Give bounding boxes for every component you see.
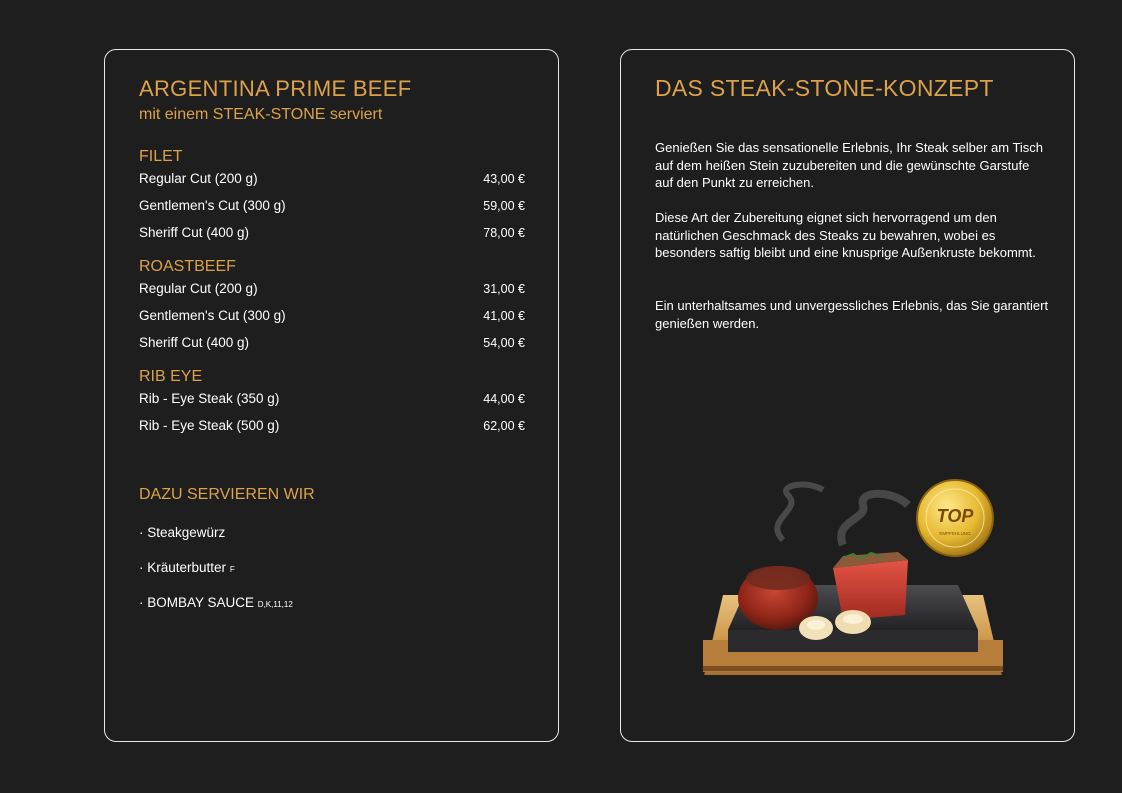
item-price: 43,00 € [483,172,525,186]
badge-sub-text: EMPFEHLUNG [939,531,971,536]
steak-stone-photo [693,450,1043,675]
menu-item [139,389,525,416]
section-rib-eye [139,367,525,443]
menu-title: ARGENTINA PRIME BEEF [139,76,412,101]
menu-panel [104,49,559,742]
concept-paragraph: Ein unterhaltsames und unvergessliches Erlebnis, das Sie garantiert genießen werden. [655,298,1049,331]
list-item [139,594,293,629]
section-filet [139,147,525,250]
item-price: 78,00 € [483,226,525,240]
allergen-codes: D,K,11,12 [257,600,293,609]
menu-item [139,306,525,333]
menu-subtitle: mit einem STEAK-STONE serviert [139,106,383,123]
section-roastbeef [139,257,525,360]
list-item [139,524,293,559]
item-name: Regular Cut (200 g) [139,171,258,186]
section-heading: ROASTBEEF [139,258,236,275]
allergen-codes: F [229,565,235,574]
item-price: 59,00 € [483,199,525,213]
menu-item [139,169,525,196]
item-name: Rib - Eye Steak (350 g) [139,391,280,406]
item-name: Regular Cut (200 g) [139,281,258,296]
menu-item [139,333,525,360]
item-name: Gentlemen's Cut (300 g) [139,308,286,323]
item-name: Sheriff Cut (400 g) [139,225,250,240]
top-badge-icon [917,480,993,556]
item-price: 54,00 € [483,336,525,350]
item-price: 31,00 € [483,282,525,296]
concept-paragraph: Diese Art der Zubereitung eignet sich hervorragend um den natürlichen Geschmack des Steaks zu bewahren, wobei es besonders saftig bleibt und eine knusprige Außenkruste bekommt. [655,210,1036,261]
concept-panel [620,49,1075,742]
item-name: Rib - Eye Steak (500 g) [139,418,280,433]
side-name: · Kräuterbutter [139,560,227,575]
concept-paragraph: Genießen Sie das sensationelle Erlebnis, Ihr Steak selber am Tisch auf dem heißen Stein zuzubereiten und die gewünschte Garstufe auf den Punkt zu erreichen. [655,140,1044,191]
sides-heading: DAZU SERVIEREN WIR [139,486,315,503]
section-heading: RIB EYE [139,368,203,385]
list-item [139,559,293,594]
item-price: 44,00 € [483,392,525,406]
item-price: 62,00 € [483,419,525,433]
item-name: Gentlemen's Cut (300 g) [139,198,286,213]
menu-item [139,279,525,306]
side-name: · Steakgewürz [139,525,226,540]
menu-item [139,223,525,250]
side-name: · BOMBAY SAUCE [139,595,255,610]
item-name: Sheriff Cut (400 g) [139,335,250,350]
section-heading: FILET [139,148,183,165]
menu-item [139,196,525,223]
item-price: 41,00 € [483,309,525,323]
menu-item [139,416,525,443]
sides-list [139,524,293,629]
badge-top-text: TOP [936,506,974,526]
concept-title: DAS STEAK-STONE-KONZEPT [655,75,994,101]
